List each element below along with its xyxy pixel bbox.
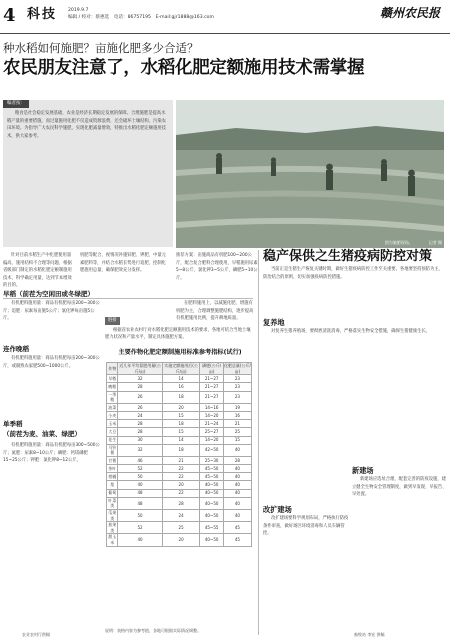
editor-contact: 编辑 / 校对：蔡惠选 电话：86757195 E-mail:gjr1888@163.com bbox=[68, 15, 214, 20]
right-para-2: 对复养生猪养殖场，要彻底清洗消毒，严格落实生物安全措施，确保生猪健康生长。 bbox=[271, 329, 430, 334]
fertilizer-quota-table bbox=[106, 362, 252, 547]
table-cell: 15 bbox=[223, 436, 251, 444]
table-cell: 40 bbox=[223, 481, 251, 489]
table-row bbox=[107, 481, 252, 489]
left-credit: 农业农村厅供稿 bbox=[22, 632, 50, 637]
newspaper-logo: 赣州农民报 bbox=[379, 6, 440, 20]
table-cell: 花生 bbox=[108, 437, 117, 443]
table-cell: 40 bbox=[223, 465, 251, 473]
table-row bbox=[107, 391, 252, 403]
table-row bbox=[107, 436, 252, 444]
table-header-cell: 作物 bbox=[107, 363, 118, 375]
table-row bbox=[107, 465, 252, 473]
table-cell: 52 bbox=[118, 465, 162, 473]
table-cell: 26 bbox=[118, 403, 162, 411]
section-heading-danji: 单季稻 bbox=[3, 420, 23, 428]
table-cell: 21~27 bbox=[200, 391, 223, 403]
table-cell: 玉米 bbox=[108, 420, 117, 426]
table-cell: 18 bbox=[162, 444, 200, 456]
table-cell: 14~16 bbox=[200, 403, 223, 411]
article-title: 农民朋友注意了，水稻化肥定额施用技术需掌握 bbox=[3, 58, 365, 78]
editor-note-box bbox=[3, 100, 173, 247]
table-cell: 茄果类 bbox=[108, 522, 117, 533]
table-cell: 20 bbox=[162, 403, 200, 411]
section-name: 科技 bbox=[27, 7, 58, 22]
link-badge: 链接 bbox=[105, 317, 120, 325]
table-cell: 48 bbox=[118, 489, 162, 497]
table-header-cell: 磷肥(公斤/亩) bbox=[200, 363, 223, 375]
table-header-cell: 近几年平均氮肥用量(公斤/亩) bbox=[119, 363, 161, 374]
table-cell: 16 bbox=[162, 383, 200, 391]
right-para-4: 新建场应选址合理，配套完善的防疫设施，建立健全生物安全管理制度，做到早发现、早报告、早处置。 bbox=[352, 477, 447, 498]
table-cell: 19 bbox=[223, 403, 251, 411]
table-cell: 马铃薯 bbox=[108, 444, 117, 456]
table-row bbox=[107, 428, 252, 436]
table-cell: 甜玉米 bbox=[108, 534, 117, 545]
table-row bbox=[107, 473, 252, 481]
issue-date: 2019.9.7 bbox=[68, 8, 89, 13]
table-cell: 45 bbox=[223, 522, 251, 534]
table-cell: 25~30 bbox=[200, 456, 223, 464]
right-heading-xinjian: 新建场 bbox=[352, 466, 374, 475]
table-cell: 45~55 bbox=[200, 522, 223, 534]
table-row bbox=[107, 534, 252, 546]
rice-field-illustration bbox=[176, 100, 444, 248]
table-cell: 40~50 bbox=[200, 497, 223, 509]
danji-text: 有机肥料施用量：商品有机肥每亩300~500公斤；氮肥：尿素8~10公斤；磷肥：钙镁磷肥15~25公斤；钾肥：氯化钾8~12公斤。 bbox=[3, 443, 100, 464]
table-cell: 23 bbox=[223, 375, 251, 383]
section-number: 4 bbox=[3, 5, 16, 26]
table-cell: 14~20 bbox=[200, 411, 223, 419]
table-cell: 30 bbox=[118, 436, 162, 444]
table-cell: 甘薯 bbox=[108, 457, 117, 463]
table-cell: 20 bbox=[162, 534, 200, 546]
liansheng-text: 有机肥料施用量：商品有机肥每亩200~300公斤，或腐熟农家肥500~1000公斤。 bbox=[3, 356, 100, 369]
table-cell: 14~20 bbox=[200, 436, 223, 444]
table-cell: 21~27 bbox=[200, 375, 223, 383]
table-cell: 28 bbox=[162, 497, 200, 509]
table-cell: 40 bbox=[118, 534, 162, 546]
table-cell: 21~27 bbox=[200, 383, 223, 391]
table-cell: 26 bbox=[118, 391, 162, 403]
right-para-3: 改扩建场要科学规划布局，严格执行防疫条件审查，做好场区环境消毒和人员车辆管控。 bbox=[263, 516, 349, 537]
table-header-cell: 化肥总量(公斤/亩) bbox=[223, 363, 251, 374]
table-cell: 45~50 bbox=[200, 473, 223, 481]
table-cell: 40~50 bbox=[200, 481, 223, 489]
table-cell: 25 bbox=[223, 428, 251, 436]
table-cell: 40 bbox=[223, 473, 251, 481]
table-row bbox=[107, 497, 252, 509]
table-cell: 50 bbox=[118, 473, 162, 481]
table-cell: 茶叶 bbox=[108, 465, 117, 471]
field-photo bbox=[176, 100, 444, 248]
body-column-a: 机肥等配合，视情况补施锌肥、钾肥、中量元素肥料等，并结合水稻长势进行追肥，控制化肥施用总量，确保肥效充分发挥。 bbox=[80, 253, 166, 274]
table-cell: 28 bbox=[118, 420, 162, 428]
page-header bbox=[0, 0, 450, 34]
table-row bbox=[107, 444, 252, 456]
table-row bbox=[107, 510, 252, 522]
section-heading-danji-sub: （前茬为麦、油菜、绿肥） bbox=[3, 430, 81, 438]
table-cell: 46 bbox=[118, 456, 162, 464]
table-cell: 22 bbox=[162, 489, 200, 497]
table-cell: 28 bbox=[118, 428, 162, 436]
mid-text: 在肥料施用上，以减施化肥、增施有机肥为主，合理调整施肥结构，逐步提高有机肥施用比例，提升耕地质量。 bbox=[176, 301, 254, 322]
table-cell: 25~27 bbox=[200, 428, 223, 436]
table-row bbox=[107, 403, 252, 411]
table-cell: 40 bbox=[223, 497, 251, 509]
table-footnote: 说明：表格内容为参考值，各地可根据实际情况调整。 bbox=[105, 628, 201, 633]
table-intro-note: 根据省农业农村厅对水稻化肥定额施用技术的要求，各地可结合当地土壤肥力状况和产量水平，制定具体施肥方案。 bbox=[105, 328, 251, 340]
right-article-title: 稳产保供之生猪疫病防控对策 bbox=[263, 249, 433, 264]
section-heading-zaodao: 早稻（前茬为空闲田或冬绿肥） bbox=[3, 290, 94, 298]
table-cell: 32 bbox=[118, 444, 162, 456]
table-row bbox=[107, 456, 252, 464]
body-column-b: 推荐方案：亩施商品有机肥100~200公斤，配合复合肥料合理使用，早稻施用尿素5~8公斤，氯化钾3~5公斤，磷肥5~10公斤。 bbox=[176, 253, 258, 281]
table-cell: 早稻 bbox=[108, 375, 117, 381]
table-cell: 叶菜类 bbox=[108, 497, 117, 509]
article-subtitle: 种水稻如何施肥？亩施化肥多少合适？ bbox=[3, 41, 199, 55]
table-cell: 21 bbox=[223, 420, 251, 428]
section-heading-liansheng: 连作晚稻 bbox=[3, 345, 29, 353]
table-cell: 28 bbox=[118, 383, 162, 391]
table-cell: 18 bbox=[162, 391, 200, 403]
table-cell: 16 bbox=[223, 411, 251, 419]
table-cell: 15 bbox=[162, 411, 200, 419]
table-cell: 25 bbox=[162, 522, 200, 534]
table-cell: 48 bbox=[118, 497, 162, 509]
table-cell: 小麦 bbox=[108, 412, 117, 418]
table-cell: 15 bbox=[162, 428, 200, 436]
zaodao-text: 有机肥料施用量：商品有机肥每亩200~300公斤；追肥：尿素每亩施5公斤；氯化钾每亩施5公斤。 bbox=[3, 301, 100, 322]
table-row bbox=[107, 375, 252, 383]
right-heading-gaikuo: 改扩建场 bbox=[263, 505, 292, 514]
right-credit: 畜牧站 李宏 供稿 bbox=[354, 632, 385, 637]
table-row bbox=[107, 411, 252, 419]
table-cell: 油菜 bbox=[108, 404, 117, 410]
table-cell: 23 bbox=[223, 391, 251, 403]
table-cell: 40~50 bbox=[200, 489, 223, 497]
table-cell: 22 bbox=[162, 473, 200, 481]
lead-paragraph: 针对目前水稻生产中化肥使用量偏高、施用结构不合理等问题，根据省级部门制定的水稻化肥定额制施用技术，科学确定用量，达到节本增效的目的。 bbox=[3, 253, 72, 289]
table-cell: 42~50 bbox=[200, 444, 223, 456]
table-row bbox=[107, 522, 252, 534]
table-cell: 45~50 bbox=[200, 465, 223, 473]
table-cell: 柑橘 bbox=[108, 474, 117, 480]
table-cell: 梨 bbox=[107, 481, 118, 489]
table-header-row bbox=[107, 363, 252, 375]
right-heading-fuyang: 复养地 bbox=[263, 318, 285, 327]
table-row bbox=[107, 383, 252, 391]
table-cell: 一季稻 bbox=[108, 391, 117, 403]
table-header-cell: 实施定额施用后(公斤/亩) bbox=[162, 363, 200, 375]
table-cell: 50 bbox=[118, 510, 162, 522]
table-cell: 21~24 bbox=[200, 420, 223, 428]
table-cell: 葡萄 bbox=[108, 490, 117, 496]
table-cell: 52 bbox=[118, 522, 162, 534]
table-cell: 23 bbox=[223, 383, 251, 391]
table-cell: 21 bbox=[162, 456, 200, 464]
right-para-1: 当前正是生猪生产恢复关键时期，做好生猪疫病防控工作至关重要。各地要坚持预防为主、防治结合的原则，切实加强疫病防控措施。 bbox=[263, 267, 443, 280]
photo-caption: 图为施肥现场。 记者 摄 bbox=[384, 240, 442, 245]
table-cell: 24 bbox=[162, 510, 200, 522]
table-cell: 大豆 bbox=[108, 429, 117, 435]
table-title: 主要作物化肥定额制施用标准参考指标(试行) bbox=[118, 349, 242, 356]
table-cell: 24 bbox=[118, 411, 162, 419]
table-cell: 40 bbox=[223, 489, 251, 497]
table-cell: 瓜果类 bbox=[108, 510, 117, 521]
table-cell: 40~50 bbox=[200, 510, 223, 522]
table-cell: 40 bbox=[223, 444, 251, 456]
table-cell: 晚稻 bbox=[108, 384, 117, 390]
editor-note-label: 编者按： bbox=[3, 100, 29, 108]
table-cell: 40 bbox=[223, 510, 251, 522]
table-row bbox=[107, 489, 252, 497]
table-cell: 14 bbox=[162, 436, 200, 444]
table-cell: 20 bbox=[162, 481, 200, 489]
table-cell: 28 bbox=[223, 456, 251, 464]
table-cell: 40~50 bbox=[200, 534, 223, 546]
table-row bbox=[107, 420, 252, 428]
table-cell: 40 bbox=[118, 481, 162, 489]
editor-note-text: 粮食是社会稳定发展基础，农业是经济长期稳定发展的保障。合理施肥是提高水稻产量的重要措施，而过量施用化肥不仅造成资源浪费，还会破坏土壤结构，污染农田环境。为指导广大农民科学施肥，实现化肥减量增效，特推出水稻化肥定额施用技术，供大家参考。 bbox=[7, 111, 166, 139]
table-cell: 32 bbox=[118, 375, 162, 383]
table-cell: 45 bbox=[223, 534, 251, 546]
table-cell: 22 bbox=[162, 465, 200, 473]
table-cell: 18 bbox=[162, 420, 200, 428]
table-cell: 14 bbox=[162, 375, 200, 383]
